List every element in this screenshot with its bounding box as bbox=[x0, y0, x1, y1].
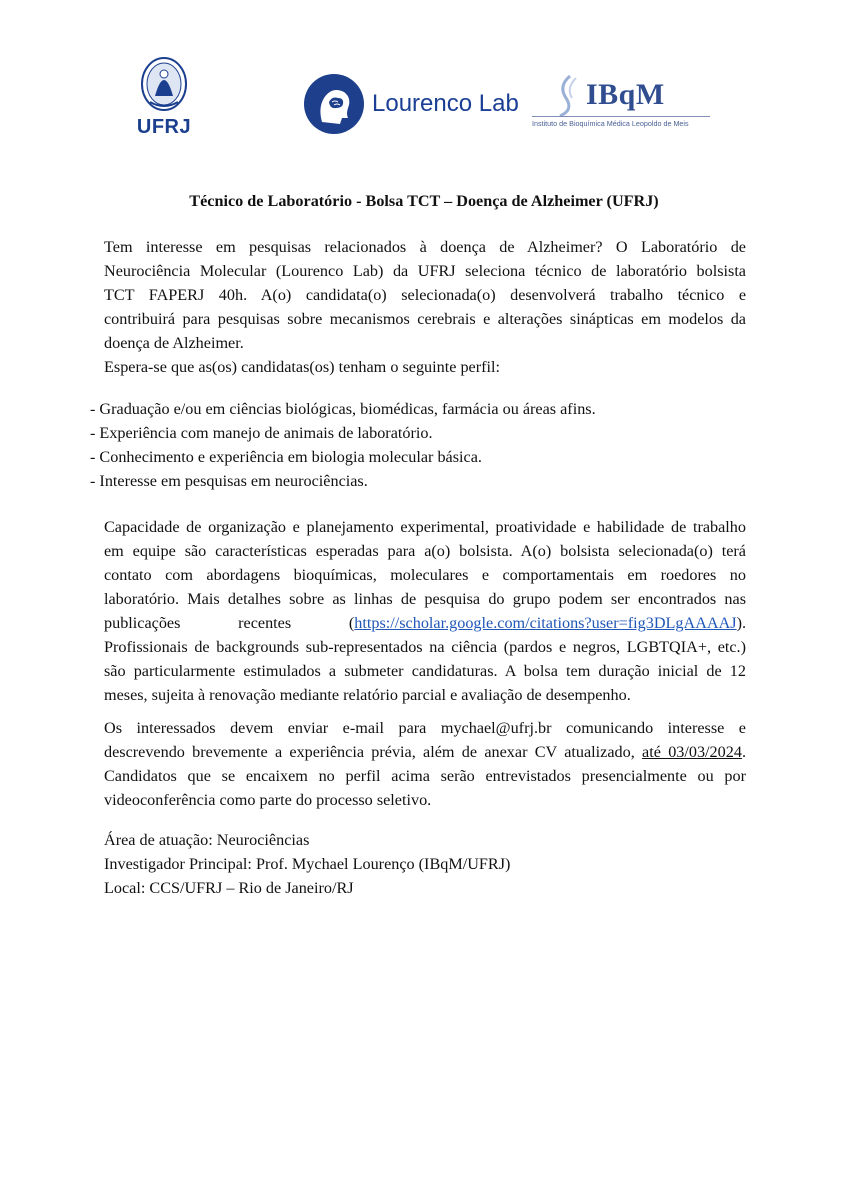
application-paragraph bbox=[104, 716, 746, 812]
brain-head-icon bbox=[302, 72, 366, 136]
intro-line: doença de Alzheimer. bbox=[104, 334, 244, 352]
info-block bbox=[104, 828, 746, 900]
area-info: Área de atuação: Neurociências bbox=[104, 831, 310, 849]
application-line: videoconferência como parte do processo seletivo. bbox=[104, 791, 432, 809]
page-title: Técnico de Laboratório - Bolsa TCT – Doença de Alzheimer (UFRJ) bbox=[189, 192, 659, 210]
lourenco-lab-logo bbox=[302, 72, 519, 136]
intro-line: contribuirá para pesquisas sobre mecanismos cerebrais e alterações sinápticas em modelos da bbox=[104, 310, 746, 328]
application-line-deadline bbox=[104, 740, 746, 764]
details-line: meses, sujeita à renovação mediante relatório parcial e avaliação de desempenho. bbox=[104, 686, 631, 704]
application-period: . bbox=[741, 743, 746, 761]
intro-line: TCT FAPERJ 40h. A(o) candidata(o) selecionada(o) desenvolverá trabalho técnico e bbox=[104, 286, 746, 304]
logo-header bbox=[0, 56, 848, 146]
ufrj-seal-icon bbox=[128, 56, 200, 116]
list-item: - Conhecimento e experiência em biologia molecular básica. bbox=[90, 448, 482, 466]
profile-intro: Espera-se que as(os) candidatas(os) tenham o seguinte perfil: bbox=[104, 358, 501, 376]
scholar-link[interactable]: https://scholar.google.com/citations?user=fig3DLgAAAAJ bbox=[354, 614, 737, 632]
ibqm-wordmark: IBqM bbox=[586, 78, 665, 111]
details-line: são particularmente estimulados a submeter candidaturas. A bolsa tem duração inicial de 12 bbox=[104, 662, 746, 680]
pi-info: Investigador Principal: Prof. Mychael Lourenço (IBqM/UFRJ) bbox=[104, 855, 511, 873]
list-item: - Interesse em pesquisas em neurociências. bbox=[90, 472, 368, 490]
details-line: contato com abordagens bioquímicas, moleculares e comportamentais em roedores no bbox=[104, 566, 746, 584]
details-line: Capacidade de organização e planejamento experimental, proatividade e habilidade de trabalho bbox=[104, 518, 746, 536]
details-line: Profissionais de backgrounds sub-representados na ciência (pardos e negros, LGBTQIA+, etc.) bbox=[104, 638, 746, 656]
details-line: em equipe são características esperadas para a(o) bolsista. A(o) bolsista selecionada(o) terá bbox=[104, 542, 746, 560]
ibqm-logo bbox=[530, 74, 710, 134]
lourenco-lab-wordmark: Lourenco Lab bbox=[372, 90, 519, 117]
application-text: descrevendo brevemente a experiência prévia, além de anexar CV atualizado, bbox=[104, 743, 643, 761]
list-item: - Graduação e/ou em ciências biológicas, biomédicas, farmácia ou áreas afins. bbox=[90, 400, 596, 418]
ibqm-swoosh-icon bbox=[530, 74, 590, 118]
requirements-list bbox=[90, 397, 596, 493]
details-line: laboratório. Mais detalhes sobre as linhas de pesquisa do grupo podem ser encontrados nas bbox=[104, 590, 746, 608]
application-line: Candidatos que se encaixem no perfil acima serão entrevistados presencialmente ou por bbox=[104, 767, 746, 785]
link-open-paren: ( bbox=[348, 614, 355, 632]
intro-line: Tem interesse em pesquisas relacionados à doença de Alzheimer? O Laboratório de bbox=[104, 238, 746, 256]
link-close-paren: ). bbox=[736, 614, 746, 632]
link-wrapper bbox=[349, 614, 746, 632]
intro-paragraph bbox=[104, 235, 746, 355]
publications-label: publicações recentes bbox=[104, 614, 292, 632]
ufrj-wordmark: UFRJ bbox=[136, 116, 192, 138]
details-line-publications bbox=[104, 611, 746, 635]
ibqm-subtitle: Instituto de Bioquímica Médica Leopoldo de Meis bbox=[532, 116, 710, 128]
intro-line: Neurociência Molecular (Lourenco Lab) da UFRJ seleciona técnico de laboratório bolsista bbox=[104, 262, 746, 280]
location-info: Local: CCS/UFRJ – Rio de Janeiro/RJ bbox=[104, 879, 354, 897]
details-paragraph bbox=[104, 515, 746, 707]
list-item: - Experiência com manejo de animais de laboratório. bbox=[90, 424, 433, 442]
deadline-date: até 03/03/2024 bbox=[642, 743, 742, 761]
application-line: Os interessados devem enviar e-mail para mychael@ufrj.br comunicando interesse e bbox=[104, 719, 746, 737]
ufrj-logo bbox=[128, 56, 200, 140]
